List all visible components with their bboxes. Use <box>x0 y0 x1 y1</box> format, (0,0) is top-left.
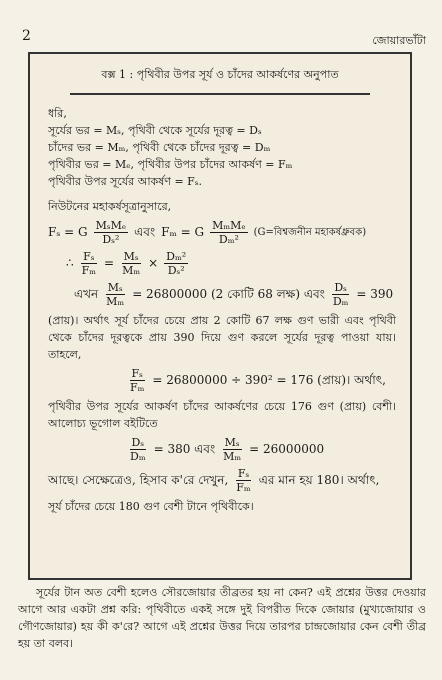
force-ratio-result <box>48 367 396 394</box>
mass-distance-ratios <box>48 281 396 308</box>
definition-line: পৃথিবীর উপর সূর্যের আকর্ষণ = Fₛ. <box>48 175 202 188</box>
force-ratio-value: = 26800000 ÷ 390² = 176 (প্রায়)। অর্থাৎ, <box>152 373 386 387</box>
intro-text: ধরি, <box>48 107 67 120</box>
definition-line: সূর্যের ভর = Mₛ, পৃথিবী থেকে সূর্যের দূরত্ব = Dₛ <box>48 124 262 137</box>
equals-symbol: = <box>104 256 115 270</box>
fraction: $\frac{\text{MₘMₑ}}{\text{Dₘ²}}$ <box>212 219 246 246</box>
box-title: বক্স 1 : পৃথিবীর উপর সূর্য ও চাঁদের আকর্ষণের অনুপাত <box>70 66 370 95</box>
book-values <box>48 436 396 463</box>
therefore-symbol: ∴ <box>66 256 74 270</box>
fraction: $\frac{\text{Fₛ}}{\text{Fₘ}}$ <box>236 467 251 494</box>
fraction: $\frac{\text{Mₛ}}{\text{Mₘ}}$ <box>122 250 141 277</box>
running-head: জোয়ারভাঁটা <box>372 34 426 47</box>
and-word: এবং <box>134 225 156 239</box>
paragraph: আছে। সেক্ষেত্রেও, হিসাব ক'রে দেখুন, <box>48 473 229 487</box>
fraction: $\frac{\text{Dₘ²}}{\text{Dₛ²}}$ <box>166 250 187 277</box>
paragraph: পৃথিবীর উপর সূর্যের আকর্ষণ চাঁদের আকর্ষণের চেয়ে 176 গুণ (প্রায়) বেশী। আলোচ্য ভূগোল বইটিতে <box>48 400 396 430</box>
times-symbol: × <box>148 256 159 270</box>
formula-fs-lhs: Fₛ = G <box>48 225 88 239</box>
fraction: $\frac{\text{Mₛ}}{\text{Mₘ}}$ <box>223 436 242 463</box>
fraction: $\frac{\text{Dₛ}}{\text{Dₘ}}$ <box>332 281 349 308</box>
book-distance-ratio: = 380 এবং <box>153 442 216 456</box>
fraction: $\frac{\text{Mₛ}}{\text{Mₘ}}$ <box>106 281 125 308</box>
fraction: $\frac{\text{Fₛ}}{\text{Fₘ}}$ <box>81 250 97 277</box>
conclusion: সূর্য চাঁদের চেয়ে 180 গুণ বেশী টানে পৃথিবীকে। <box>48 500 254 513</box>
body-paragraph <box>18 584 426 652</box>
mass-ratio-value: = 26800000 (2 কোটি 68 লক্ষ) এবং <box>132 287 325 301</box>
box-content <box>30 95 410 515</box>
fraction: $\frac{\text{Dₛ}}{\text{Dₘ}}$ <box>130 436 146 463</box>
newton-text: নিউটনের মহাকর্ষসূত্রানুসারে, <box>48 200 172 213</box>
check-line <box>48 467 396 494</box>
fraction: $\frac{\text{Fₛ}}{\text{Fₘ}}$ <box>130 367 145 394</box>
distance-ratio-value: = 390 <box>356 287 394 301</box>
paragraph: (প্রায়)। অর্থাৎ সূর্য চাঁদের চেয়ে প্রায় 2 কোটি 67 লক্ষ গুণ ভারী এবং পৃথিবী থেকে চাঁদের দূরত্বকে প্রায় 390 দিয়ে গুণ করলে সূর্যের দূরত্ব পাওয়া যায়। তাহলে, <box>48 314 396 361</box>
formula-ratio <box>48 250 396 277</box>
definition-line: পৃথিবীর ভর = Mₑ, পৃথিবীর উপর চাঁদের আকর্ষণ = Fₘ <box>48 158 293 171</box>
formula-fm-lhs: Fₘ = G <box>161 225 205 239</box>
constant-note: (G=বিশ্বজনীন মহাকর্ষধ্রুবক) <box>253 227 367 238</box>
check-result: এর মান হয় 180। অর্থাৎ, <box>258 473 380 487</box>
formula-forces <box>48 219 396 246</box>
page-number: 2 <box>22 28 31 44</box>
fraction: $\frac{\text{MₛMₑ}}{\text{Dₛ²}}$ <box>95 219 127 246</box>
info-box <box>28 52 412 580</box>
definition-line: চাঁদের ভর = Mₘ, পৃথিবী থেকে চাঁদের দূরত্ব = Dₘ <box>48 141 271 154</box>
now-word: এখন <box>74 287 99 301</box>
body-text: সূর্যের টান অত বেশী হলেও সৌরজোয়ার তীব্রতর হয় না কেন? এই প্রশ্নের উত্তর দেওয়ার আগে আর একটা প্রশ্ন করি: পৃথিবীতে একই সঙ্গে দুই বিপরীত দিকে জোয়ার (মুখ্যজোয়ার ও গৌণজোয়ার) হয় কী ক'রে? আগে এই প্রশ্নের উত্তর দিয়ে তারপর চান্দ্রজোয়ার কেন বেশী তীব্র হয় তা বলব। <box>18 586 426 650</box>
book-mass-ratio: = 26000000 <box>249 442 325 456</box>
